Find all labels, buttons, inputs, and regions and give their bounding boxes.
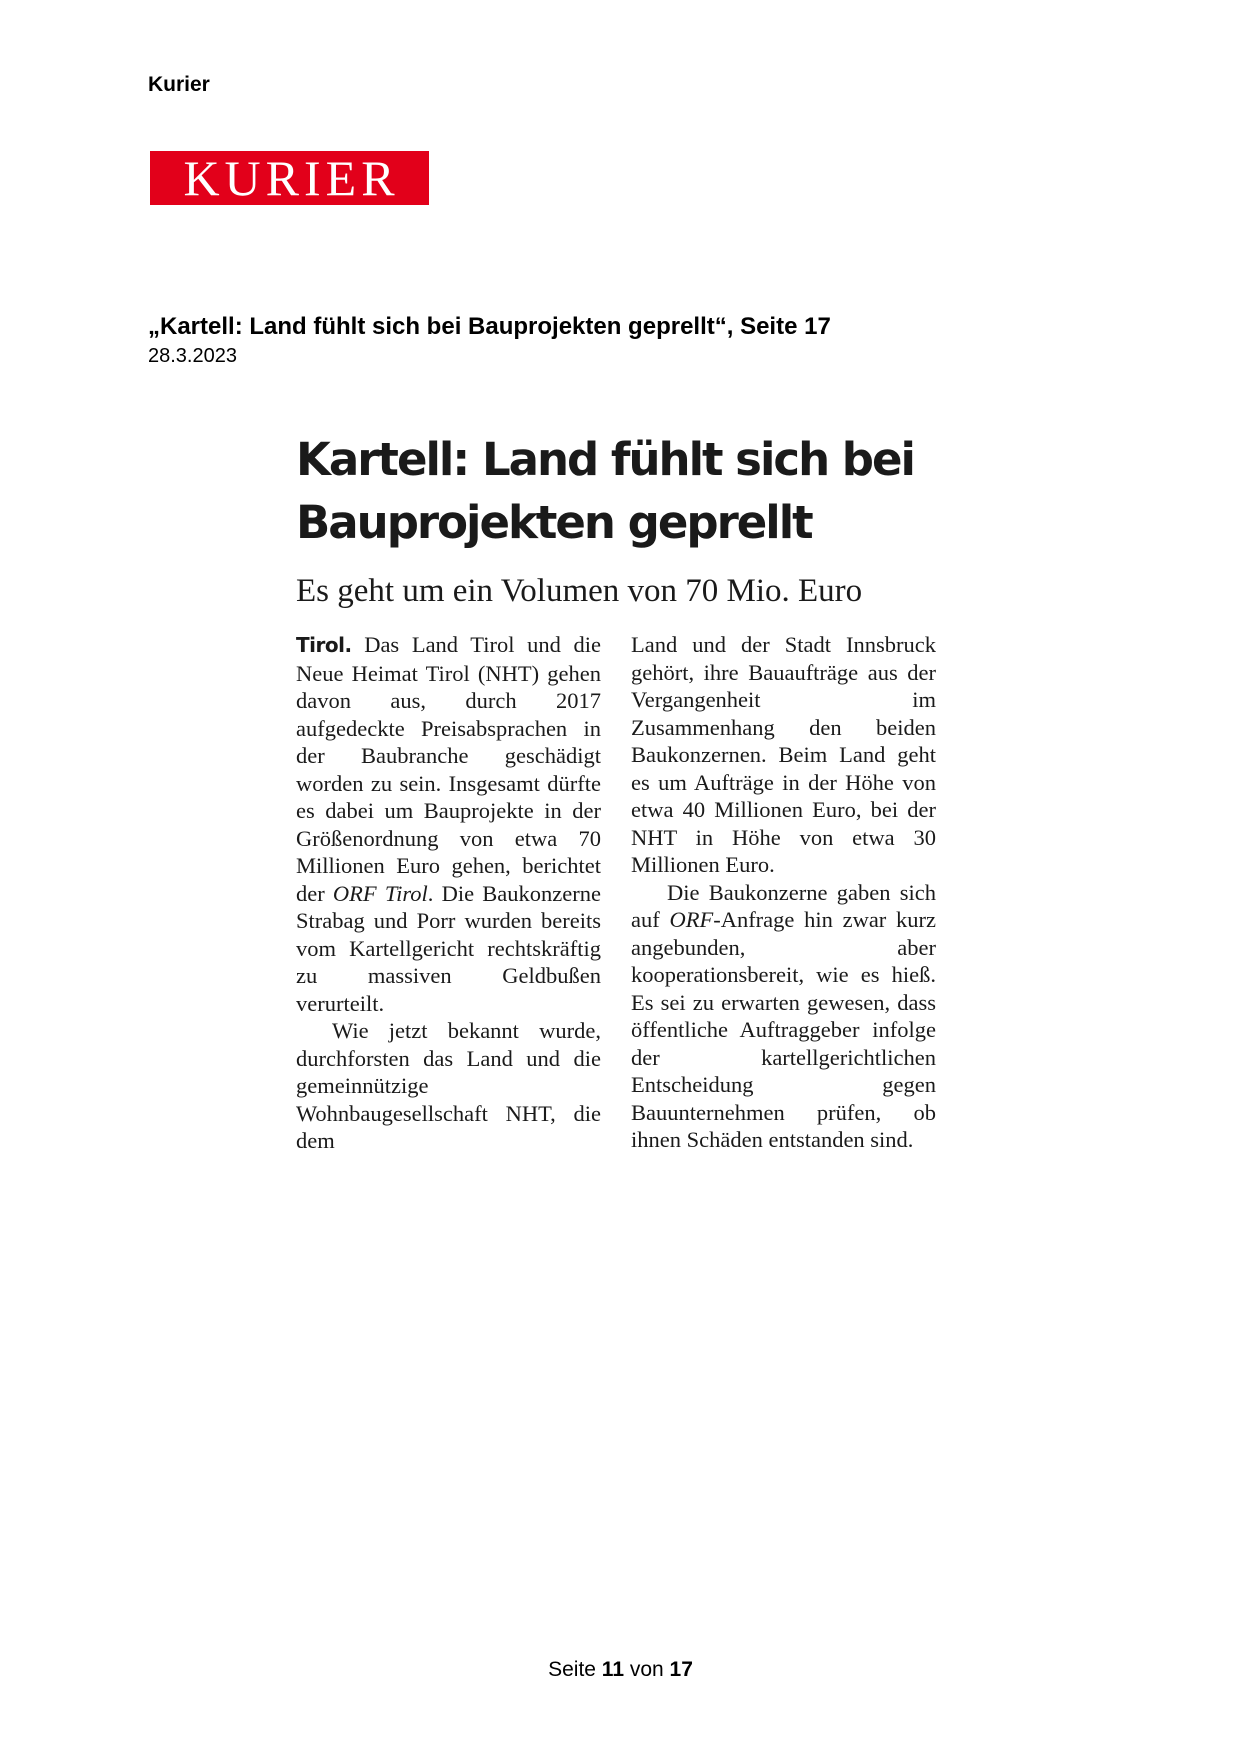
- article-subheadline: Es geht um ein Volumen von 70 Mio. Euro: [296, 573, 863, 609]
- document-date: 28.3.2023: [148, 345, 237, 367]
- document-title: „Kartell: Land fühlt sich bei Bauprojekten geprellt“, Seite 17: [148, 313, 831, 340]
- paragraph-text: Die Baukonzerne gaben sich auf: [631, 879, 936, 932]
- article-headline: [296, 428, 936, 554]
- paragraph-text: Das Land Tirol und die Neue Heimat Tirol (NHT) gehen davon aus, durch 2017 aufgedeckte Preisabsprachen in der Baubranche geschädigt worden zu sein. Insgesamt dürfte es dabei um Bauprojekte in der Größenordnung von etwa 70 Millionen Euro gehen, berichtet der: [296, 632, 601, 906]
- article-column-2: [631, 631, 936, 1155]
- kurier-logo: KURIER: [150, 151, 429, 205]
- total-pages: 17: [669, 1658, 693, 1681]
- page-prefix: Seite: [548, 1658, 602, 1681]
- source-label: Kurier: [148, 73, 210, 96]
- paragraph: [296, 631, 601, 1017]
- page-middle: von: [624, 1658, 670, 1681]
- dateline: Tirol.: [296, 633, 352, 657]
- paragraph-italic: ORF: [669, 907, 714, 932]
- article-column-1: [296, 631, 601, 1155]
- article-body: [296, 631, 936, 1155]
- paragraph-text: . Die Baukonzerne Strabag und Porr wurden bereits vom Kartellgericht rechtskräftig zu massiven Geldbußen verurteilt.: [296, 880, 601, 1016]
- page-number: [0, 1658, 1241, 1682]
- headline-line-1: Kartell: Land fühlt sich bei: [296, 433, 914, 486]
- paragraph: Land und der Stadt Innsbruck gehört, ihre Bauaufträge aus der Vergangenheit im Zusammenhang den beiden Baukonzernen. Beim Land geht es um Aufträge in der Höhe von etwa 40 Millionen Euro, bei der NHT in Höhe von etwa 30 Millionen Euro.: [631, 632, 936, 877]
- paragraph: Wie jetzt bekannt wurde, durchforsten das Land und die gemeinnützige Wohnbaugesellschaft NHT, die dem: [296, 1018, 601, 1153]
- article-clipping: [296, 428, 936, 1155]
- headline-line-2: Bauprojekten geprellt: [296, 496, 812, 549]
- current-page: 11: [601, 1658, 624, 1681]
- paragraph-italic: ORF Tirol: [332, 880, 428, 906]
- paragraph: [631, 879, 936, 1154]
- paragraph-text: -Anfrage hin zwar kurz angebunden, aber kooperationsbereit, wie es hieß. Es sei zu erwarten gewesen, dass öffentliche Auftraggeber infolge der kartellgerichtlichen Entscheidung gegen Bauunternehmen prüfen, ob ihnen Schäden entstanden sind.: [631, 907, 936, 1152]
